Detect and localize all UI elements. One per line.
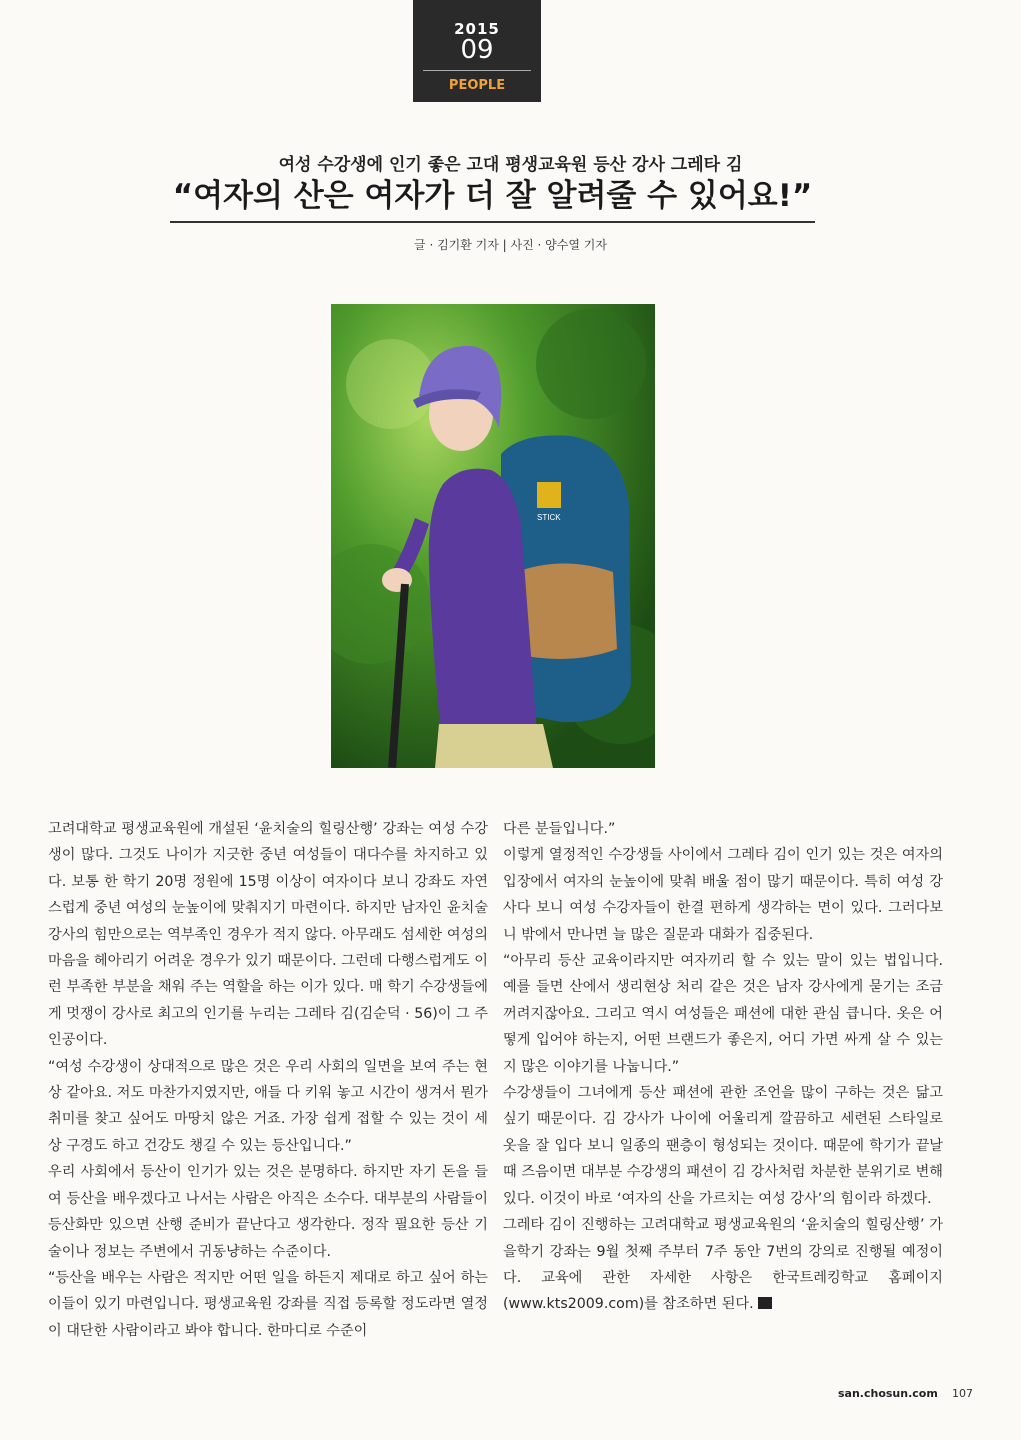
footer-site: san.chosun.com — [838, 1387, 938, 1400]
paragraph: “아무리 등산 교육이라지만 여자끼리 할 수 있는 말이 있는 법입니다. 예를 들면 산에서 생리현상 처리 같은 것은 남자 강사에게 묻기는 조금 꺼려지잖아요. 그리고 역시 여성들은 패션에 대한 관심 큽니다. 옷은 어떻게 입어야 하는지, 어떤 브랜드가 좋은지, 어디 가면 싸게 살 수 있는지 많은 이야기를 나눕니다.” — [503, 953, 943, 1075]
paragraph: 수강생들이 그녀에게 등산 패션에 관한 조언을 많이 구하는 것은 닮고 싶기 때문이다. 김 강사가 나이에 어울리게 깔끔하고 세련된 스타일로 옷을 잘 입다 보니 일종의 팬층이 형성되는 것이다. 때문에 학기가 끝날 때 즈음이면 대부분 수강생의 패션이 김 강사처럼 차분한 분위기로 변해 있다. 이것이 바로 ‘여자의 산을 가르치는 여성 강사’의 힘이라 하겠다. — [503, 1085, 943, 1207]
paragraph-last — [503, 1212, 943, 1318]
hiker-illustration — [331, 304, 655, 768]
paragraph: 우리 사회에서 등산이 인기가 있는 것은 분명하다. 하지만 자기 돈을 들여 등산을 배우겠다고 나서는 사람은 아직은 소수다. 대부분의 사람들이 등산화만 있으면 산행 준비가 끝난다고 생각한다. 정작 필요한 등산 기술이나 정보는 주변에서 귀동냥하는 수준이다. — [48, 1164, 488, 1260]
paragraph: “여성 수강생이 상대적으로 많은 것은 우리 사회의 일면을 보여 주는 현상 같아요. 저도 마찬가지였지만, 애들 다 키워 놓고 시간이 생겨서 뭔가 취미를 찾고 싶어도 마땅치 않은 거죠. 가장 쉽게 접할 수 있는 것이 세상 구경도 하고 건강도 챙길 수 있는 등산입니다.” — [48, 1058, 488, 1154]
hiker-photo — [331, 304, 655, 768]
section-label: PEOPLE — [448, 78, 506, 93]
issue-tab — [413, 0, 541, 102]
tab-divider — [423, 70, 531, 71]
end-mark-icon — [758, 1297, 772, 1309]
backpack-label: STICK — [537, 513, 561, 522]
page-number: 107 — [952, 1387, 973, 1400]
paragraph: 고려대학교 평생교육원에 개설된 ‘윤치술의 힐링산행’ 강좌는 여성 수강생이 많다. 그것도 나이가 지긋한 중년 여성들이 대다수를 차지하고 있다. 보통 한 학기 20명 정원에 15명 이상이 여자이다 보니 강좌도 자연스럽게 중년 여성의 눈높이에 맞춰지기 마련이다. 하지만 남자인 윤치술 강사의 힘만으로는 역부족인 경우가 적지 않다. 아무래도 섬세한 여성의 마음을 헤아리기 어려운 경우가 있기 때문이다. 그런데 다행스럽게도 이런 부족한 부분을 채워 주는 역할을 하는 이가 있다. 매 학기 수강생들에게 멋쟁이 강사로 최고의 인기를 누리는 그레타 김(김순덕 · 56)이 그 주인공이다. — [48, 821, 488, 1049]
paragraph: 다른 분들입니다.” — [503, 821, 616, 837]
article-byline: 글 · 김기환 기자 | 사진 · 양수열 기자 — [414, 238, 607, 252]
article-headline: “여자의 산은 여자가 더 잘 알려줄 수 있어요!” — [170, 173, 815, 223]
issue-year: 2015 — [454, 20, 500, 38]
article-subtitle: 여성 수강생에 인기 좋은 고대 평생교육원 등산 강사 그레타 김 — [278, 155, 743, 175]
paragraph-text: 그레타 김이 진행하는 고려대학교 평생교육원의 ‘윤치술의 힐링산행’ 가을학기 강좌는 9월 첫째 주부터 7주 동안 7번의 강의로 진행될 예정이다. 교육에 관한 자세한 사항은 한국트레킹학교 홈페이지(www.kts2009.com)를 참조하면 된다. — [503, 1217, 943, 1313]
paragraph: 이렇게 열정적인 수강생들 사이에서 그레타 김이 인기 있는 것은 여자의 입장에서 여자의 눈높이에 맞춰 배울 점이 많기 때문이다. 특히 여성 강사다 보니 여성 수강자들이 한결 편하게 생각하는 면이 있다. 그러다보니 밖에서 만나면 늘 많은 질문과 대화가 집중된다. — [503, 847, 943, 943]
issue-month: 09 — [460, 35, 494, 65]
article-column-right — [503, 816, 943, 1318]
paragraph: “등산을 배우는 사람은 적지만 어떤 일을 하든지 제대로 하고 싶어 하는 이들이 있기 마련입니다. 평생교육원 강좌를 직접 등록할 정도라면 열정이 대단한 사람이라고 봐야 합니다. 한마디로 수준이 — [48, 1269, 488, 1339]
article-column-left — [48, 816, 488, 1344]
